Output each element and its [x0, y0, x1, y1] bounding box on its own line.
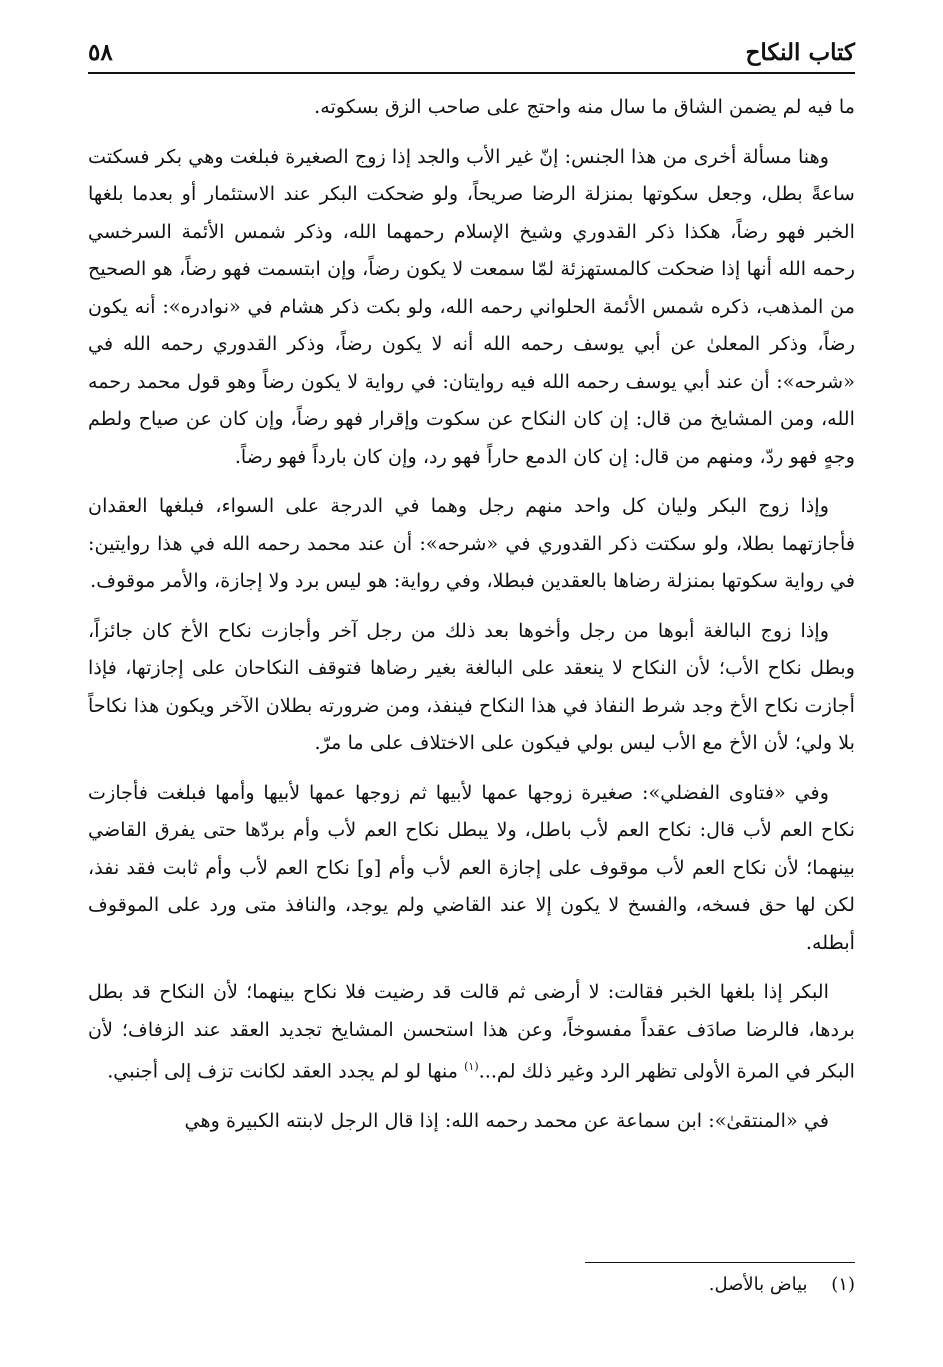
paragraph-6-continuation: منها لو لم يجدد العقد لكانت تزف إلى أجنبي. — [107, 1059, 458, 1083]
paragraph-5: وفي «فتاوى الفضلي»: صغيرة زوجها عمها لأبيها ثم زوجها عمها لأبيها وأمها فبلغت فأجازت نكاح العم لأب قال: نكاح العم لأب باطل، ولا يبطل نكاح العم لأب وأم بردّها حتى يفرق القاضي بينهما؛ لأن نكاح العم لأب موقوف على إجازة العم لأب وأم [و] نكاح العم لأب وأم ثابت فقد نفذ، لكن لها حق فسخه، والفسخ لا يكون إلا عند القاضي ولم يوجد، والنافذ متى ورد على الموقوف أبطله. — [88, 780, 855, 954]
footnote — [88, 1270, 855, 1300]
paragraph-6 — [88, 973, 855, 1090]
page-header — [88, 28, 855, 74]
main-text — [88, 88, 855, 1151]
footnote-divider — [585, 1262, 855, 1263]
paragraph-7: في «المنتقىٰ»: ابن سماعة عن محمد رحمه الله: إذا قال الرجل لابنته الكبيرة وهي — [184, 1108, 829, 1132]
page-number: ٥٨ — [88, 39, 113, 66]
footnote-number: (١) — [831, 1274, 855, 1295]
paragraph-1: ما فيه لم يضمن الشاق ما سال منه واحتج على صاحب الزق بسكوته. — [314, 95, 855, 118]
paragraph-3: وإذا زوج البكر وليان كل واحد منهم رجل وهما في الدرجة على السواء، فبلغها العقدان فأجازتهما بطلا، ولو سكتت ذكر القدوري في «شرحه»: أن عند محمد رحمه الله في هذا روايتين: في رواية سكوتها بمنزلة رضاها بالعقدين فبطلا، وفي رواية: هو ليس برد ولا إجازة، والأمر موقوف. — [88, 494, 855, 592]
book-title: كتاب النكاح — [745, 39, 855, 66]
paragraph-2: وهنا مسألة أخرى من هذا الجنس: إنّ غير الأب والجد إذا زوج الصغيرة فبلغت وهي بكر فسكتت ساعةً بطل، وجعل سكوتها بمنزلة الرضا صريحاً، ولو ضحكت البكر عند الاستئمار أو بعدما بلغها الخبر فهو رضاً، هكذا ذكر القدوري وشيخ الإسلام رحمهما الله، وذكر شمس الأئمة السرخسي رحمه الله أنها إذا ضحكت كالمستهزئة لمّا سمعت لا يكون رضاً، وإن ابتسمت فهو رضاً، هو الصحيح من المذهب، ذكره شمس الأئمة الحلواني رحمه الله، ولو بكت ذكر هشام في «نوادره»: أنه يكون رضاً، وذكر المعلىٰ عن أبي يوسف رحمه الله أنه لا يكون رضاً، وذكر القدوري رحمه الله في «شرحه»: أن عند أبي يوسف رحمه الله فيه روايتان: في رواية لا يكون رضاً وهو قول محمد رحمه الله، ومن المشايخ من قال: إن كان النكاح عن سكوت وإقرار فهو رضاً، وإن كان عن صياح ولطم وجهٍ فهو ردّ، ومنهم من قال: إن كان الدمع حاراً فهو رد، وإن كان بارداً فهو رضاً. — [88, 144, 855, 468]
footnote-marker: (١) — [464, 1060, 479, 1073]
paragraph-6-text: البكر إذا بلغها الخبر فقالت: لا أرضى ثم قالت قد رضيت فلا نكاح بينهما؛ لأن النكاح قد بطل بردها، فالرضا صادَف عقداً مفسوخاً، وعن هذا استحسن المشايخ تجديد العقد عند الزفاف؛ لأن البكر في المرة الأولى تظهر الرد وغير ذلك لم... — [88, 980, 855, 1083]
paragraph-4: وإذا زوج البالغة أبوها من رجل وأخوها بعد ذلك من رجل آخر وأجازت نكاح الأخ كان جائزاً، وبطل نكاح الأب؛ لأن النكاح لا ينعقد على البالغة بغير رضاها فتوقف النكاحان على إجازتها، فإذا أجازت نكاح الأخ وجد شرط النفاذ في هذا النكاح فينفذ، ومن ضرورته بطلان الآخر ويكون هذا نكاحاً بلا ولي؛ لأن الأخ مع الأب ليس بولي فيكون على الاختلاف على ما مرّ. — [88, 618, 855, 754]
footnote-text: بياض بالأصل. — [708, 1274, 808, 1295]
